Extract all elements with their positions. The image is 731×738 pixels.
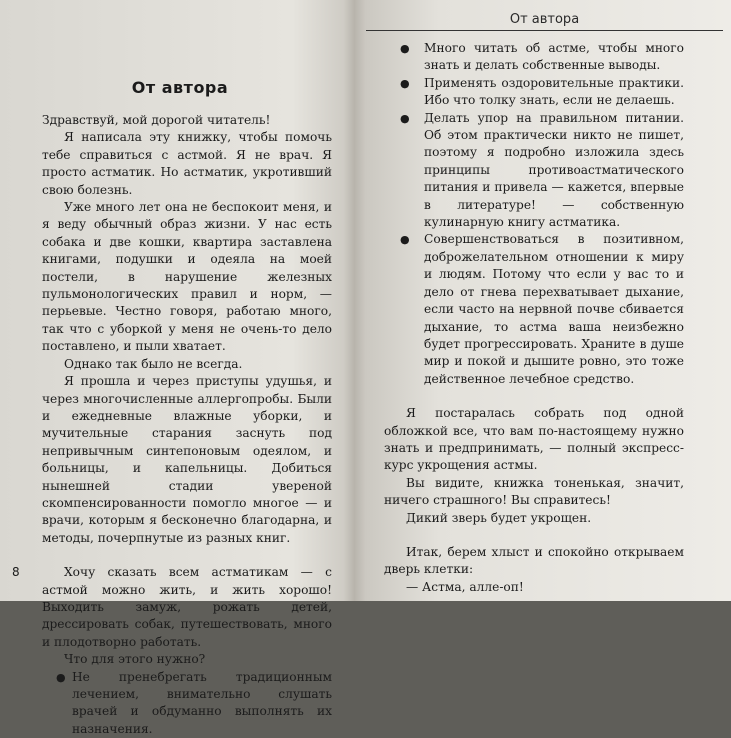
bullet-list [42,669,332,738]
chapter-title: От автора [131,78,229,97]
paragraph: Вы видите, книжка тоненькая, значит, ничего страшного! Вы справитесь! [384,475,684,508]
paragraph: — Астма, алле-оп! [406,579,524,594]
paragraph: Здравствуй, мой дорогой читатель! [42,113,271,127]
question-line: Что для этого нужно? [64,652,206,667]
list-item: ● Применять оздоровительные практики. Ибо что толку знать, если не делаешь. [400,75,684,108]
page-number: 8 [12,565,20,579]
bullet-icon: ● [400,42,410,55]
paragraph-gap [384,527,684,544]
paragraph: Хочу сказать всем астматикам — с астмой можно жить, и жить хорошо! Выходить замуж, рожать детей, дрессировать собак, путешествовать, много и плодотворно работать. [42,565,332,649]
bullet-icon: ● [400,111,410,125]
paragraph: Однако так было не всегда. [64,356,243,371]
list-item: ● Совершенствоваться в позитивном, доброжелательном отношении к миру и людям. Потому что если у вас то и дело от гнева перехватывает дыхание, если часто на нервной почве сбивается дыхание, то астма ваша неизбежно будет прогрессировать. Храните в душе мир и покой и дышите ровно, это тоже действенное лечебное средство. [400,232,684,386]
running-head: От автора [366,12,723,31]
list-item: ● Делать упор на правильном питании. Об этом практически никто не пишет, поэтому я подробно изложила здесь принципы противоастматического питания и привела — кажется, впервые в литературе! — собственную кулинарную книгу астматика. [400,110,684,230]
bullet-icon: ● [56,670,66,684]
bullet-icon: ● [400,233,410,247]
paragraph-gap [384,388,684,405]
right-page [356,0,731,601]
paragraph: Я постаралась собрать под одной обложкой все, что вам по-настоящему нужно знать и предпринимать, — полный экспресс-курс укрощения астмы. [384,406,684,473]
left-page [0,0,352,736]
paragraph: Итак, берем хлыст и спокойно открываем дверь клетки: [384,544,684,577]
paragraph: Я написала эту книжку, чтобы помочь тебе справиться с астмой. Я не врач. Я просто астматик. Но астматик, укротивший свою болезнь. [42,130,332,197]
left-page-body [42,112,332,738]
bullet-icon: ● [400,76,410,90]
paragraph: Уже много лет она не беспокоит меня, и я веду обычный образ жизни. У нас есть собака и две кошки, квартира заставлена книгами, подушки и одеяла на моей постели, в нарушение железных пульмонологических правил и норм, — перьевые. Честно говоря, работаю много, так что с уборкой у меня не очень-то дело поставлено, и пыли хватает. [42,200,332,354]
list-item: ● Много читать об астме, чтобы много знать и делать собственные выводы. [400,41,684,73]
paragraph: Я прошла и через приступы удушья, и через многочисленные аллергопробы. Были и ежедневные влажные уборки, и мучительные старания заснуть под непривычным синтепоновым одеялом, и больницы, и капельницы. Добиться нынешней стадии увереной скомпенсированности помогло многое — и врачи, которым я бесконечно благодарна, и методы, почерпнутые из разных книг. [42,374,332,545]
list-item: ● Не пренебрегать традиционным лечением, внимательно слушать врачей и обдуманно выполнять их назначения. [56,669,332,736]
paragraph: Дикий зверь будет укрощен. [406,510,592,525]
paragraph-gap [42,547,332,564]
bullet-list [384,40,684,388]
right-page-body [384,40,684,596]
